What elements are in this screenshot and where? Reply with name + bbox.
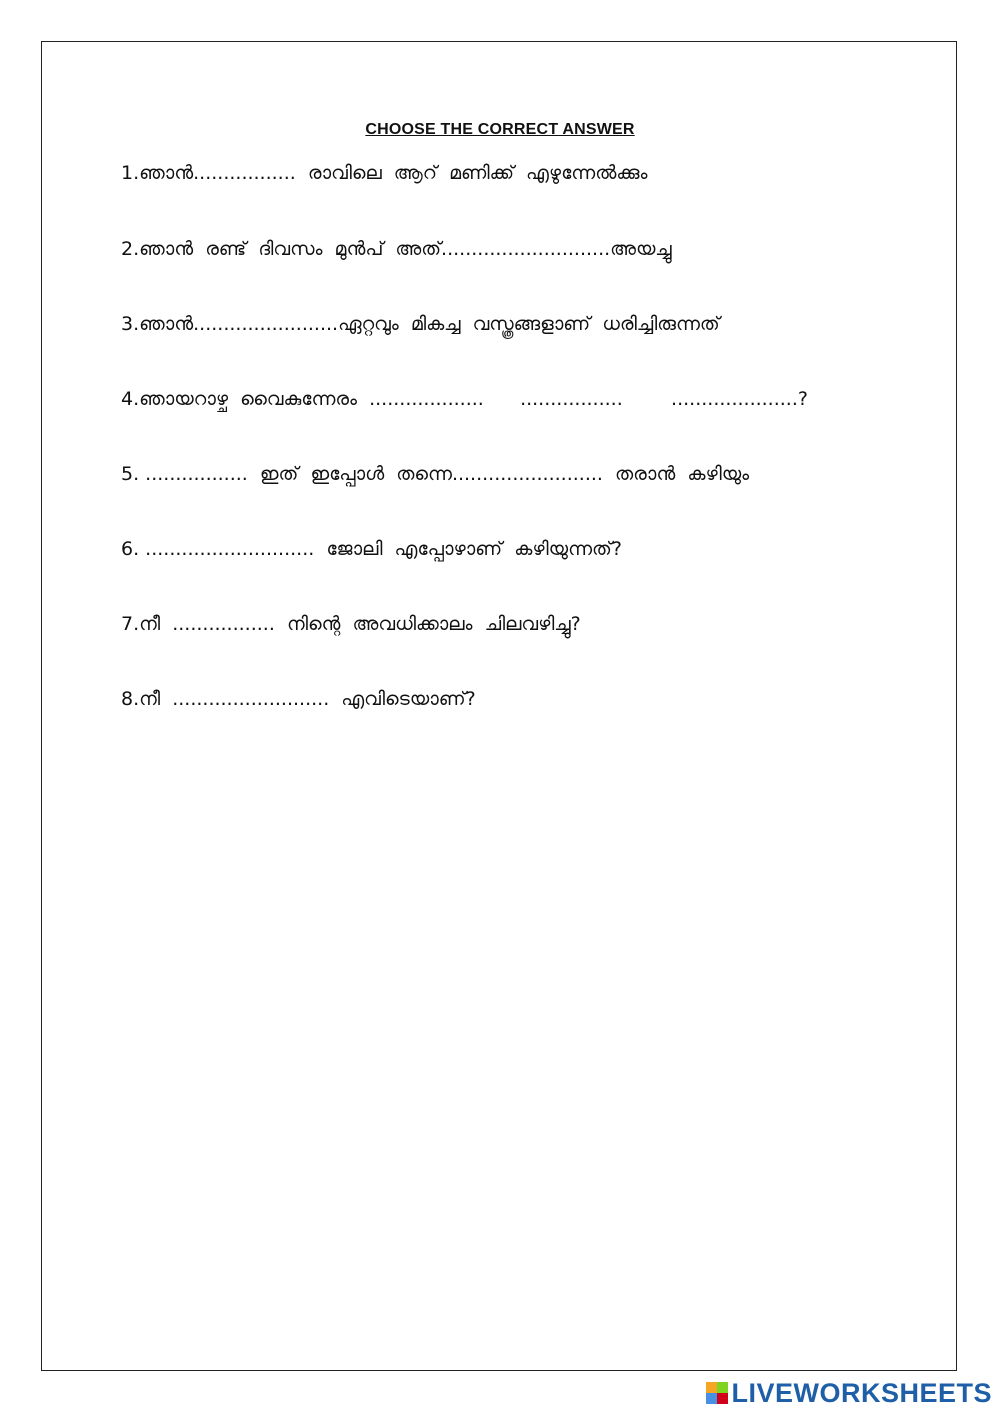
logo-mark-icon (706, 1382, 728, 1404)
question-8: 8.നീ .......................... എവിടെയാണ്? (121, 688, 476, 710)
question-2: 2.ഞാൻ രണ്ട് ദിവസം മുൻപ് അത്............................അയച്ചു (121, 238, 672, 260)
logo-text: LIVEWORKSHEETS (731, 1377, 992, 1408)
question-3: 3.ഞാൻ........................ഏറ്റവും മികച്ച വസ്ത്രങ്ങളാണ് ധരിച്ചിരുന്നത് (121, 313, 720, 335)
question-6: 6. ............................ ജോലി എപ്പോഴാണ് കഴിയുന്നത്? (121, 538, 622, 560)
question-7: 7.നീ ................. നിന്റെ അവധിക്കാലം ചിലവഴിച്ചു? (121, 613, 581, 635)
liveworksheets-logo (706, 1377, 992, 1409)
worksheet-title: CHOOSE THE CORRECT ANSWER (365, 121, 635, 138)
question-4: 4.ഞായറാഴ്ച വൈകുന്നേരം ................... ................. .....................? (121, 388, 808, 410)
question-1: 1.ഞാൻ................. രാവിലെ ആറ് മണിക്ക് എഴുന്നേൽക്കും (121, 162, 648, 184)
question-5: 5. ................. ഇത് ഇപ്പോൾ തന്നെ......................... തരാൻ കഴിയും (121, 463, 750, 485)
